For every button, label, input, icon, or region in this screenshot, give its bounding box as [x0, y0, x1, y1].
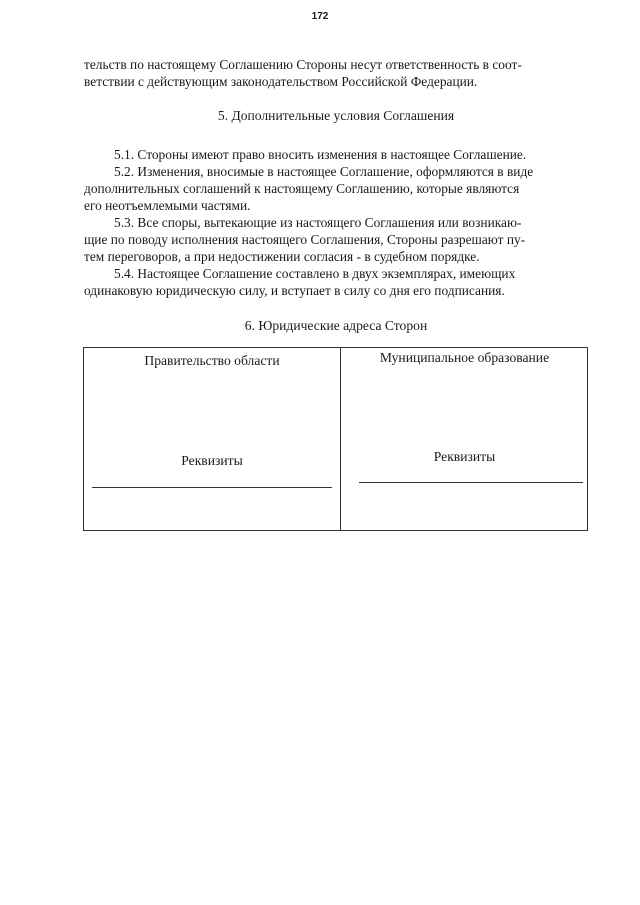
clause-5-3: 5.3. Все споры, вытекающие из настоящего Соглашения или возникаю- [114, 215, 522, 230]
intro-line: тельств по настоящему Соглашению Стороны несут ответственность в соот- [84, 57, 522, 72]
signature-line-right [359, 482, 583, 483]
signatory-right-title: Муниципальное образование [379, 350, 550, 365]
clause-5-2-cont: дополнительных соглашений к настоящему Соглашению, которые являются [84, 181, 520, 196]
signatory-left-requisites: Реквизиты [181, 453, 243, 468]
legal-addresses-table [83, 347, 588, 531]
signatory-left-title: Правительство области [144, 353, 280, 368]
signatory-right-requisites: Реквизиты [433, 449, 496, 464]
clause-5-2-cont: его неотъемлемыми частями. [84, 198, 251, 213]
intro-paragraph [84, 56, 588, 90]
section-5-body [84, 146, 588, 299]
page-number: 172 [311, 11, 329, 22]
section-6-heading: 6. Юридические адреса Сторон [244, 318, 428, 333]
intro-line: ветствии с действующим законодательством Российской Федерации. [84, 74, 478, 89]
section-5-heading: 5. Дополнительные условия Соглашения [217, 108, 455, 123]
clause-5-4: 5.4. Настоящее Соглашение составлено в двух экземплярах, имеющих [114, 266, 516, 281]
clause-5-3-cont: тем переговоров, а при недостижении согласия - в судебном порядке. [84, 249, 480, 264]
clause-5-2: 5.2. Изменения, вносимые в настоящее Соглашение, оформляются в виде [114, 164, 534, 179]
signatory-right [340, 348, 588, 530]
clause-5-3-cont: щие по поводу исполнения настоящего Соглашения, Стороны разрешают пу- [84, 232, 526, 247]
signature-line-left [92, 487, 332, 488]
clause-5-1: 5.1. Стороны имеют право вносить изменения в настоящее Соглашение. [114, 147, 527, 162]
clause-5-4-cont: одинаковую юридическую силу, и вступает в силу со дня его подписания. [84, 283, 505, 298]
signatory-left [84, 348, 340, 530]
